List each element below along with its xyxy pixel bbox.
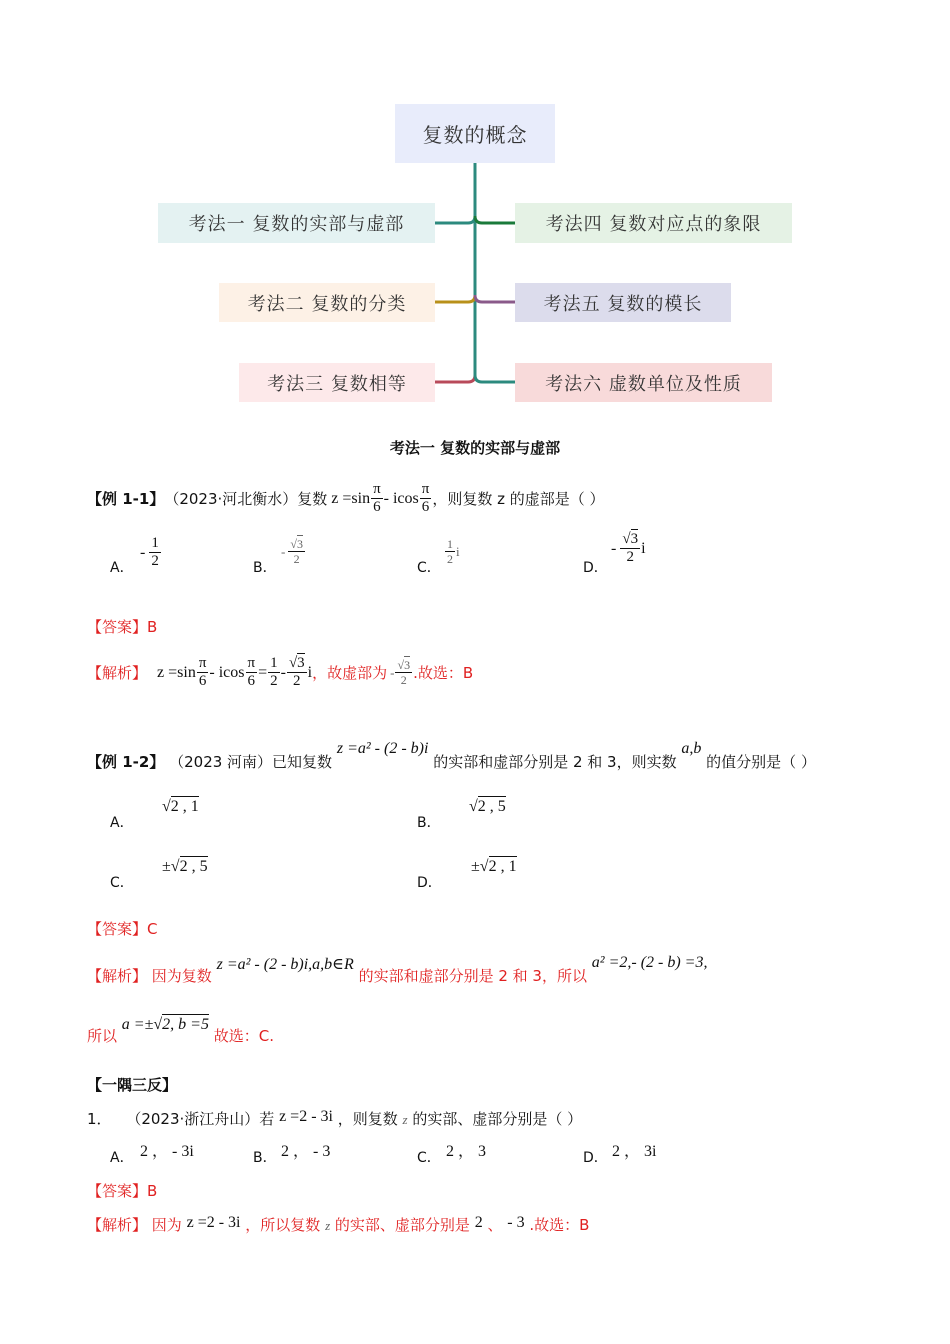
option-a-label: A． <box>110 1150 134 1166</box>
option-a-value: √2 , 1 <box>162 798 199 815</box>
mindmap-node-method-6: 考法六 虚数单位及性质 <box>515 363 772 402</box>
practice-q1-answer: 【答案】B <box>87 1182 158 1200</box>
option-b-value: √2 , 5 <box>469 798 506 815</box>
mindmap-connectors <box>0 0 950 420</box>
option-c-label: C． <box>417 560 441 576</box>
branch-r3 <box>475 375 515 382</box>
option-c-label: C． <box>417 1150 441 1166</box>
option-a-value: 2 ， - 3i <box>140 1143 194 1160</box>
branch-l2 <box>435 295 475 302</box>
example-tail: ，则复数 z 的虚部是（ ） <box>432 489 605 508</box>
option-b-label: B． <box>253 560 277 576</box>
example-1-1-analysis: 【解析】 z =sin $\frac{\pi}{6}$ - icos $\frac{\pi}{6}$ = $\frac{1}{2}$ - $\frac{√3}{2}$ i ，故虚部为 - $\frac{√3}{2}$ .故选：B <box>87 655 474 689</box>
math-ab: a,b <box>681 740 702 757</box>
example-1-2-analysis: 【解析】 因为复数 z =a² - (2 - b)i,a,b∈R 的实部和虚部分别是 2 和 3，所以 a² =2,- (2 - b) =3, <box>87 954 708 985</box>
option-c-value: ±√2 , 5 <box>162 858 208 875</box>
math-z-expr: z =a² - (2 - b)i <box>336 740 429 757</box>
example-tag: 【例 1-2】 <box>87 753 165 771</box>
mindmap-node-method-1: 考法一 复数的实部与虚部 <box>158 203 435 243</box>
practice-q1-analysis: 【解析】 因为 z =2 - 3i ，所以复数 z 的实部、虚部分别是 2 、 - 3 .故选：B <box>87 1214 590 1234</box>
example-1-2-question <box>87 742 816 778</box>
example-source: （2023 河南）已知复数 <box>169 753 333 771</box>
example-1-2-analysis-cont: 所以 a =±√2, b =5 故选：C. <box>87 1016 274 1045</box>
example-1-1-answer: 【答案】B <box>87 618 158 636</box>
practice-heading: 【一隅三反】 <box>87 1076 178 1094</box>
option-b-value: - $\frac{√3}{2}$ <box>281 537 303 566</box>
option-a-label: A． <box>110 560 134 576</box>
branch-l3 <box>435 375 475 382</box>
option-d-label: D． <box>583 560 608 576</box>
example-source: （2023·河北衡水）复数 <box>164 489 328 508</box>
practice-q1: 1． （2023·浙江舟山）若 z =2 - 3i ，则复数 z 的实部、虚部分别是（ ） <box>87 1108 583 1128</box>
option-a-value: - $\frac{1}{2}$ <box>140 535 159 569</box>
option-c-value: 2 ， 3 <box>446 1143 487 1160</box>
branch-l1 <box>435 216 475 223</box>
branch-r1 <box>475 216 515 223</box>
math-z-sin: z =sin <box>331 489 371 507</box>
option-b-label: B． <box>253 1150 277 1166</box>
example-tag: 【例 1-1】 <box>87 489 165 508</box>
option-c-label: C． <box>110 875 134 891</box>
mindmap-root: 复数的概念 <box>395 104 555 163</box>
option-a-label: A． <box>110 815 134 831</box>
option-d-label: D． <box>583 1150 608 1166</box>
option-b-value: 2 ， - 3 <box>281 1143 331 1160</box>
mindmap-node-method-4: 考法四 复数对应点的象限 <box>515 203 792 243</box>
example-tail: 的值分别是（ ） <box>706 753 816 771</box>
example-1-2-answer: 【答案】C <box>87 920 158 938</box>
example-mid: 的实部和虚部分别是 2 和 3，则实数 <box>433 753 677 771</box>
example-1-1-question <box>87 482 605 515</box>
option-d-value: 2 ， 3i <box>612 1143 657 1160</box>
option-d-value: ±√2 , 1 <box>471 858 517 875</box>
option-c-value: $\frac{1}{2}$ i <box>447 537 460 566</box>
branch-r2 <box>475 295 515 302</box>
math-frac-pi-6: $\frac{\pi}{6}$ <box>421 481 430 515</box>
mindmap-node-method-3: 考法三 复数相等 <box>239 363 435 402</box>
mindmap-node-method-5: 考法五 复数的模长 <box>515 283 731 322</box>
option-d-value: - $\frac{√3}{2}$ i <box>611 531 646 565</box>
math-frac-pi-6: $\frac{\pi}{6}$ <box>373 481 381 515</box>
option-d-label: D． <box>417 875 442 891</box>
mindmap-node-method-2: 考法二 复数的分类 <box>219 283 435 322</box>
option-b-label: B． <box>417 815 441 831</box>
math-minus-icos: - icos <box>383 489 419 507</box>
section-title: 考法一 复数的实部与虚部 <box>389 439 561 457</box>
